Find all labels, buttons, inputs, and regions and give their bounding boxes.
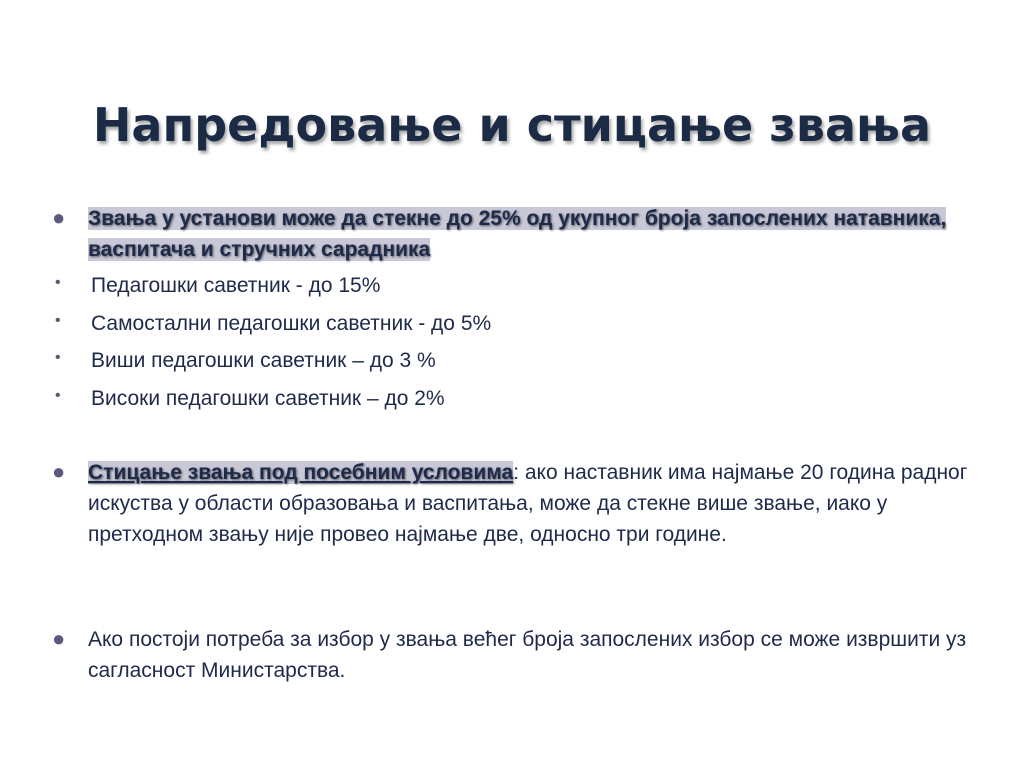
bullet-item-senior-advisor (52, 345, 992, 376)
bullet-item-independent-advisor (52, 308, 992, 339)
bullet-text: Звања у установи може да стекне до 25% од укупног броја запослених натавника, васпитача и стручних сарадника (88, 207, 947, 261)
bullet-dot-icon: ● (52, 626, 66, 651)
bullet-item-quota (52, 203, 992, 265)
bullet-dot-icon: • (55, 312, 61, 329)
bullet-text: Виши педагошки саветник – до 3 % (91, 349, 436, 372)
bullet-dot-icon: ● (52, 205, 66, 230)
bullet-text: Високи педагошки саветник – до 2% (91, 387, 445, 410)
slide-title: Напредовање и стицање звања (92, 98, 932, 152)
bullet-item-high-advisor (52, 383, 992, 414)
bullet-dot-icon: ● (52, 459, 66, 484)
bullet-dot-icon: • (55, 349, 61, 366)
bullet-item-ministry-approval (52, 624, 992, 686)
bullet-text: : ако наставник има најмање 20 година радног искуства у области образовања и васпитања, може да стекне више звање, иако у претходном звању није провео најмање две, односно три године. (88, 461, 968, 546)
bullet-item-special-conditions (52, 457, 992, 550)
bullet-text: Самостални педагошки саветник - до 5% (91, 312, 492, 335)
bullet-text: Педагошки саветник - до 15% (91, 274, 381, 297)
bullet-dot-icon: • (55, 387, 61, 404)
bullet-text: Ако постоји потреба за избор у звања већег броја запослених избор се може извршити уз сагласност Министарства. (88, 628, 967, 682)
bullet-item-pedagogical-advisor (52, 270, 992, 301)
bullet-dot-icon: • (55, 274, 61, 291)
bullet-lead-text: Стицање звања под посебним условима (88, 461, 514, 484)
